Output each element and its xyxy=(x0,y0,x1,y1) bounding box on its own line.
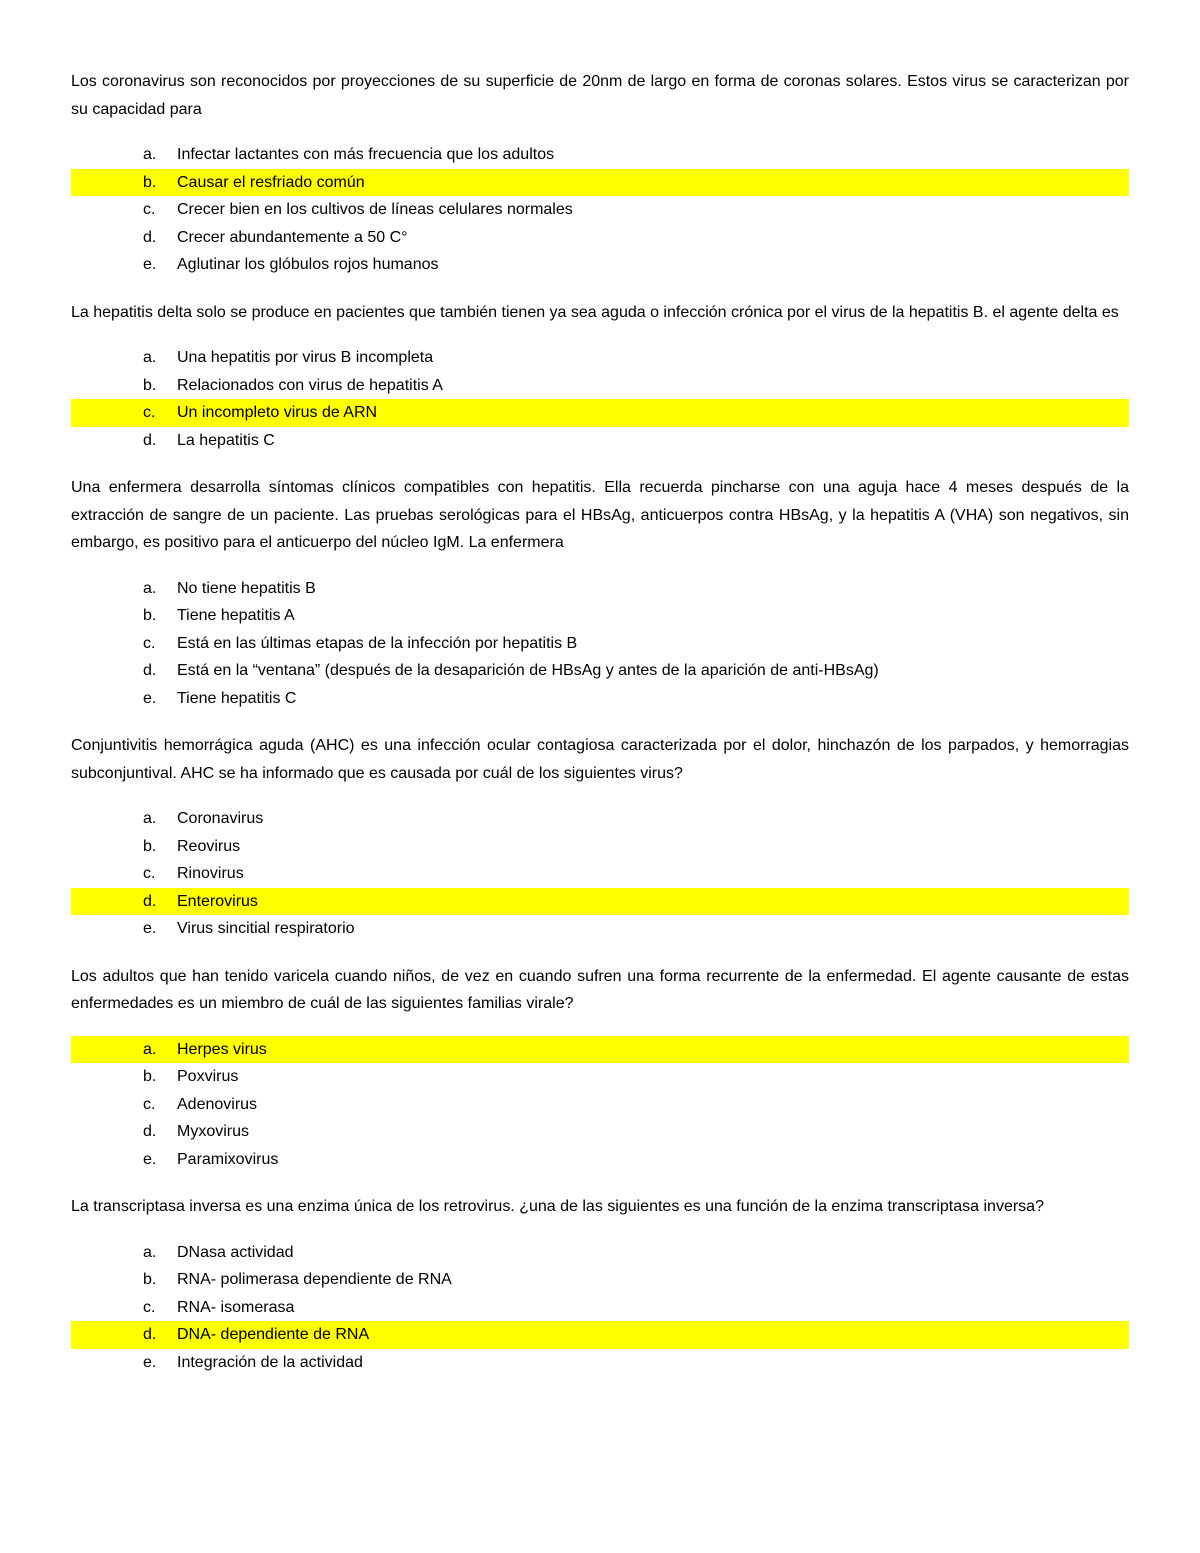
option-item xyxy=(71,685,1129,713)
option-letter: c. xyxy=(143,1298,156,1316)
option-letter: c. xyxy=(143,1095,156,1113)
option-item xyxy=(71,915,1129,943)
option-letter: c. xyxy=(143,201,156,218)
option-item xyxy=(71,860,1129,888)
option-list xyxy=(71,1239,1129,1377)
option-item xyxy=(71,833,1129,861)
option-letter: a. xyxy=(143,1243,157,1261)
option-item xyxy=(71,251,1129,279)
option-text: Una hepatitis por virus B incompleta xyxy=(177,349,434,366)
option-text: Poxvirus xyxy=(177,1068,239,1085)
option-item xyxy=(71,1146,1129,1174)
question-4 xyxy=(71,732,1129,943)
option-letter: b. xyxy=(143,607,157,624)
option-item xyxy=(71,427,1129,455)
option-letter: e. xyxy=(143,256,157,273)
option-item-highlighted xyxy=(71,888,1129,916)
option-text: Tiene hepatitis C xyxy=(177,689,297,707)
option-letter: b. xyxy=(143,376,157,394)
question-text: Los coronavirus son reconocidos por proyecciones de su superficie de 20nm de largo en forma de coronas solares. Estos virus se caracterizan por su capacidad para xyxy=(71,73,1129,118)
option-text: Infectar lactantes con más frecuencia que los adultos xyxy=(177,146,555,163)
option-letter: e. xyxy=(143,689,157,707)
option-item xyxy=(71,1118,1129,1146)
option-text: Está en las últimas etapas de la infección por hepatitis B xyxy=(177,634,578,652)
option-item xyxy=(71,372,1129,400)
option-text: Relacionados con virus de hepatitis A xyxy=(177,376,443,394)
option-text: Coronavirus xyxy=(177,810,264,827)
option-letter: e. xyxy=(143,1150,157,1168)
option-item xyxy=(71,805,1129,833)
option-letter: a. xyxy=(143,579,157,597)
question-3 xyxy=(71,474,1129,712)
question-text: Conjuntivitis hemorrágica aguda (AHC) es una infección ocular contagiosa caracterizada por el dolor, hinchazón de los parpados, y hemorragias subconjuntival. AHC se ha informado que es causada por cuál de los siguientes virus? xyxy=(71,737,1129,782)
option-item xyxy=(71,344,1129,372)
option-text: Integración de la actividad xyxy=(177,1353,363,1371)
option-item xyxy=(71,1266,1129,1294)
question-text: La transcriptasa inversa es una enzima única de los retrovirus. ¿una de las siguientes es una función de la enzima transcriptasa inversa? xyxy=(71,1198,1044,1215)
question-text: La hepatitis delta solo se produce en pacientes que también tienen ya sea aguda o infección crónica por el virus de la hepatitis B. el agente delta es xyxy=(71,303,1119,321)
option-item xyxy=(71,1349,1129,1377)
option-item xyxy=(71,657,1129,685)
option-text: La hepatitis C xyxy=(177,431,275,449)
option-letter: a. xyxy=(143,349,157,366)
option-letter: b. xyxy=(143,173,157,191)
option-text: No tiene hepatitis B xyxy=(177,579,316,597)
option-letter: b. xyxy=(143,1068,157,1085)
option-text: Virus sincitial respiratorio xyxy=(177,920,355,937)
option-letter: c. xyxy=(143,634,156,652)
option-list xyxy=(71,805,1129,943)
option-item xyxy=(71,1063,1129,1091)
option-item-highlighted xyxy=(71,169,1129,197)
option-text: RNA- isomerasa xyxy=(177,1298,295,1316)
option-text: Rinovirus xyxy=(177,865,244,882)
option-text: Causar el resfriado común xyxy=(177,173,365,191)
option-letter: b. xyxy=(143,1271,157,1288)
option-letter: c. xyxy=(143,865,156,882)
option-text: Crecer bien en los cultivos de líneas celulares normales xyxy=(177,201,573,218)
option-letter: a. xyxy=(143,810,157,827)
option-letter: d. xyxy=(143,1123,157,1140)
option-letter: d. xyxy=(143,662,157,679)
option-list xyxy=(71,141,1129,279)
document-page xyxy=(71,68,1129,1396)
option-text: Tiene hepatitis A xyxy=(177,607,295,624)
option-letter: e. xyxy=(143,920,157,937)
option-item xyxy=(71,1294,1129,1322)
option-item-highlighted xyxy=(71,1036,1129,1064)
option-letter: b. xyxy=(143,837,157,855)
option-item xyxy=(71,196,1129,224)
option-text: Un incompleto virus de ARN xyxy=(177,404,378,421)
option-list xyxy=(71,1036,1129,1174)
question-6 xyxy=(71,1193,1129,1376)
option-letter: d. xyxy=(143,228,157,246)
option-item xyxy=(71,630,1129,658)
option-item xyxy=(71,575,1129,603)
option-letter: e. xyxy=(143,1353,157,1371)
option-item xyxy=(71,1091,1129,1119)
option-text: Aglutinar los glóbulos rojos humanos xyxy=(177,256,439,273)
question-text: Los adultos que han tenido varicela cuando niños, de vez en cuando sufren una forma recurrente de la enfermedad. El agente causante de estas enfermedades es un miembro de cuál de las siguientes familias virale? xyxy=(71,967,1129,1012)
option-text: RNA- polimerasa dependiente de RNA xyxy=(177,1271,452,1288)
option-text: Enterovirus xyxy=(177,892,258,910)
option-text: DNasa actividad xyxy=(177,1243,294,1261)
question-text: Una enfermera desarrolla síntomas clínicos compatibles con hepatitis. Ella recuerda pincharse con una aguja hace 4 meses después de la extracción de sangre de un paciente. Las pruebas serológicas para el HBsAg, anticuerpos contra HBsAg, y la hepatitis A (VHA) son negativos, sin embargo, es positivo para el anticuerpo del núcleo IgM. La enfermera xyxy=(71,479,1129,551)
option-list xyxy=(71,344,1129,454)
option-text: DNA- dependiente de RNA xyxy=(177,1326,370,1343)
option-text: Está en la “ventana” (después de la desaparición de HBsAg y antes de la aparición de anti-HBsAg) xyxy=(177,662,879,679)
option-letter: c. xyxy=(143,404,156,421)
option-letter: a. xyxy=(143,1040,157,1058)
question-5 xyxy=(71,963,1129,1174)
question-1 xyxy=(71,68,1129,279)
option-letter: d. xyxy=(143,892,157,910)
option-text: Myxovirus xyxy=(177,1123,250,1140)
option-item-highlighted xyxy=(71,399,1129,427)
option-text: Adenovirus xyxy=(177,1095,258,1113)
option-item xyxy=(71,224,1129,252)
option-list xyxy=(71,575,1129,713)
option-text: Paramixovirus xyxy=(177,1150,279,1168)
option-item xyxy=(71,602,1129,630)
option-item-highlighted xyxy=(71,1321,1129,1349)
question-2 xyxy=(71,299,1129,455)
option-text: Herpes virus xyxy=(177,1040,267,1058)
option-item xyxy=(71,1239,1129,1267)
option-text: Crecer abundantemente a 50 C° xyxy=(177,228,408,246)
option-letter: d. xyxy=(143,1326,157,1343)
option-item xyxy=(71,141,1129,169)
option-text: Reovirus xyxy=(177,837,241,855)
option-letter: a. xyxy=(143,146,157,163)
option-letter: d. xyxy=(143,431,157,449)
